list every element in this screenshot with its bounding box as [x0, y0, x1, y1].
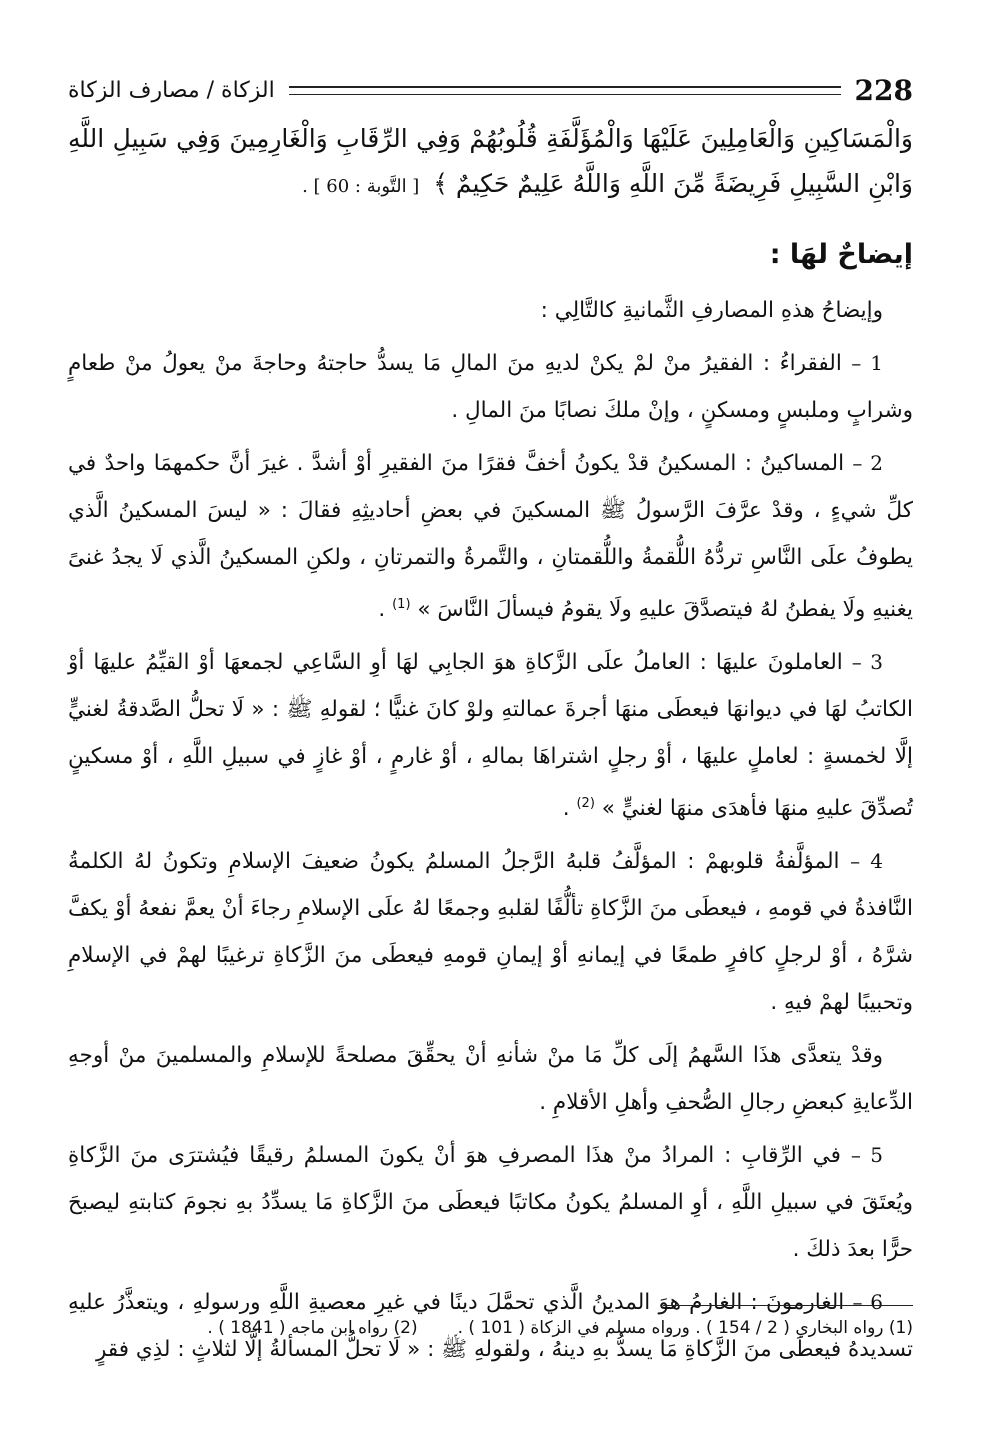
page-number: 228 [854, 73, 913, 107]
intro-paragraph: وإيضاحُ هذهِ المصارفِ الثَّمانيةِ كالتَّالِي : [540, 298, 883, 323]
header-rule [289, 86, 841, 95]
paragraph-text: في الرِّقابِ : المرادُ منْ هذَا المصرفِ هوَ أنْ يكونَ المسلمُ رقيقًا فيُشترَى منَ الزَّكاةِ ويُعتَقَ في سبيلِ اللَّهِ ، أوِ المسلمُ يكونُ مكاتبًا فيعطَى منَ الزَّكاةِ مَا يسدِّدُ بهِ نجومَ كتابتهِ ليصبحَ حرًّا بعدَ ذلكَ . [68, 1143, 913, 1263]
paragraph-4-continued [68, 1032, 913, 1126]
verse-text: وَالْمَسَاكِينِ وَالْعَامِلِينَ عَلَيْهَا وَالْمُؤَلَّفَةِ قُلُوبُهُمْ وَفِي الرِّقَابِ وَالْغَارِمِينَ وَفِي سَبِيلِ اللَّهِ وَابْنِ السَّبِيلِ فَرِيضَةً مِّنَ اللَّهِ وَاللَّهُ عَلِيمٌ حَكِيمٌ ﴾ [68, 124, 913, 198]
page-header [68, 70, 913, 110]
paragraph-number: 6 – [852, 1290, 883, 1315]
paragraph-number: 3 – [851, 650, 883, 675]
footnote-ref: (2) [576, 796, 595, 812]
running-title: الزكاة / مصارف الزكاة [68, 77, 275, 103]
quran-verse [68, 116, 913, 209]
section-heading: إيضاحٌ لهَا : [769, 239, 913, 270]
paragraph-3: 3 – العاملونَ عليهَا : العاملُ علَى الزَّكاةِ هوَ الجابِي لهَا أوِ السَّاعِي لجمعهَا أوْ القيِّمُ عليهَا أوْ الكاتبُ لهَا في ديوانهَا فيعطَى منهَا أجرةَ عمالتهِ ولوْ كانَ غنيًّا ؛ لقولهِ ﷺ : « لَا تحلُّ الصَّدقةُ لغنيٍّ إلَّا لخمسةٍ : لعاملٍ عليهَا ، أوْ رجلٍ اشتراهَا بمالهِ ، أوْ غارمٍ ، أوْ غازٍ في سبيلِ اللَّهِ ، أوْ مسكينٍ تُصدِّقَ عليهِ منهَا فأهدَى منهَا لغنيٍّ » $^{(2)}$ . [68, 650, 913, 822]
footnotes [160, 1318, 913, 1338]
paragraph-text: المساكينُ : المسكينُ قدْ يكونُ أخفَّ فقرًا منَ الفقيرِ أوْ أشدَّ . غيرَ أنَّ حكمهمَا واحدٌ في كلِّ شيءٍ ، وقدْ عرَّفَ الرَّسولُ ﷺ المسكينَ في بعضِ أحاديثِهِ فقالَ : « ليسَ المسكينُ الَّذي يطوفُ علَى النَّاسِ تردُّهُ اللُّقمةُ واللُّقمتانِ ، والتَّمرةُ والتمرتانِ ، ولكنِ المسكينُ الَّذي لَا يجدُ غنىً يغنيهِ ولَا يفطنُ لهُ فيتصدَّقَ عليهِ ولَا يقومُ فيسألَ النَّاسَ » [68, 451, 913, 623]
footnote-ref: (1) [392, 597, 411, 612]
paragraph-number: 1 – [851, 351, 883, 375]
paragraph-5 [68, 1132, 913, 1273]
paragraph-text: وقدْ يتعدَّى هذَا السَّهمُ إلَى كلِّ مَا منْ شأنهِ أنْ يحقِّقَ مصلحةً للإسلامِ والمسلمينَ منْ أوجهِ الدِّعايةِ كبعضِ رجالِ الصُّحفِ وأهلِ الأقلامِ . [68, 1043, 913, 1116]
paragraph-text: المؤلَّفةُ قلوبهمْ : المؤلَّفُ قلبهُ الرَّجلُ المسلمُ يكونُ ضعيفَ الإسلامِ وتكونُ لهُ الكلمةُ النَّافذةُ في قومهِ ، فيعطَى منَ الزَّكاةِ تألُّفًا لقلبهِ وجمعًا لهُ علَى الإسلامِ رجاءَ أنْ يعمَّ نفعهُ أوْ يكفَّ شرَّهُ ، أوْ لرجلٍ كافرٍ طمعًا في إيمانهِ أوْ إيمانِ قومهِ فيعطَى منَ الزَّكاةِ ترغيبًا لهمْ في الإسلامِ وتحبيبًا لهمْ فيهِ . [68, 849, 913, 1016]
footnote-rule [663, 1305, 913, 1306]
paragraph-text: الفقراءُ : الفقيرُ منْ لمْ يكنْ لديهِ منَ المالِ مَا يسدُّ حاجتهُ وحاجةَ منْ يعولُ منْ طعامٍ وشرابٍ وملبسٍ ومسكنٍ ، وإنْ ملكَ نصابًا منَ المالِ . [68, 351, 913, 423]
paragraph-number: 4 – [850, 849, 883, 874]
paragraph-number: 5 – [850, 1143, 883, 1168]
footnote-2: (2) رواه ابن ماجه ( 1841 ) . [207, 1318, 418, 1338]
page-content [68, 116, 913, 1379]
paragraph-text: العاملونَ عليهَا : العاملُ علَى الزَّكاةِ هوَ الجابِي لهَا أوِ السَّاعِي لجمعهَا أوْ القيِّمُ عليهَا أوْ الكاتبُ لهَا في ديوانهَا فيعطَى منهَا أجرةَ عمالتهِ ولوْ كانَ غنيًّا ؛ لقولهِ ﷺ : « لَا تحلُّ الصَّدقةُ لغنيٍّ إلَّا لخمسةٍ : لعاملٍ عليهَا ، أوْ رجلٍ اشتراهَا بمالهِ ، أوْ غارمٍ ، أوْ غازٍ في سبيلِ اللَّهِ ، أوْ مسكينٍ تُصدِّقَ عليهِ منهَا فأهدَى منهَا لغنيٍّ » [68, 650, 913, 822]
paragraph-1 [68, 340, 913, 434]
paragraph-number: 2 – [852, 451, 884, 475]
paragraph-4 [68, 838, 913, 1026]
paragraph-2: 2 – المساكينُ : المسكينُ قدْ يكونُ أخفَّ فقرًا منَ الفقيرِ أوْ أشدَّ . غيرَ أنَّ حكمهمَا واحدٌ في كلِّ شيءٍ ، وقدْ عرَّفَ الرَّسولُ ﷺ المسكينَ في بعضِ أحاديثِهِ فقالَ : « ليسَ المسكينُ الَّذي يطوفُ علَى النَّاسِ تردُّهُ اللُّقمةُ واللُّقمتانِ ، والتَّمرةُ والتمرتانِ ، ولكنِ المسكينُ الَّذي لَا يجدُ غنىً يغنيهِ ولَا يفطنُ لهُ فيتصدَّقَ عليهِ ولَا يقومُ فيسألَ النَّاسَ » $^{(1)}$ . [68, 451, 913, 623]
verse-reference: [ التَّوبة : 60 ] . [302, 176, 420, 197]
paragraph-text: الغارمونَ : الغارمُ هوَ المدينُ الَّذي تحمَّلَ دينًا في غيرِ معصيةِ اللَّهِ ورسولهِ ، ويتعذَّرُ عليهِ تسديدهُ فيعطَى منَ الزَّكاةِ مَا يسدُّ بهِ دينهُ ، ولقولهِ ﷺ : « لَا تحلُّ المسألةُ إلَّا لثلاثٍ : لذِي فقرٍ [68, 1290, 913, 1363]
footnote-1: (1) رواه البخاري ( 2 / 154 ) . ورواه مسلم في الزكاة ( 101 ) . [457, 1318, 913, 1338]
